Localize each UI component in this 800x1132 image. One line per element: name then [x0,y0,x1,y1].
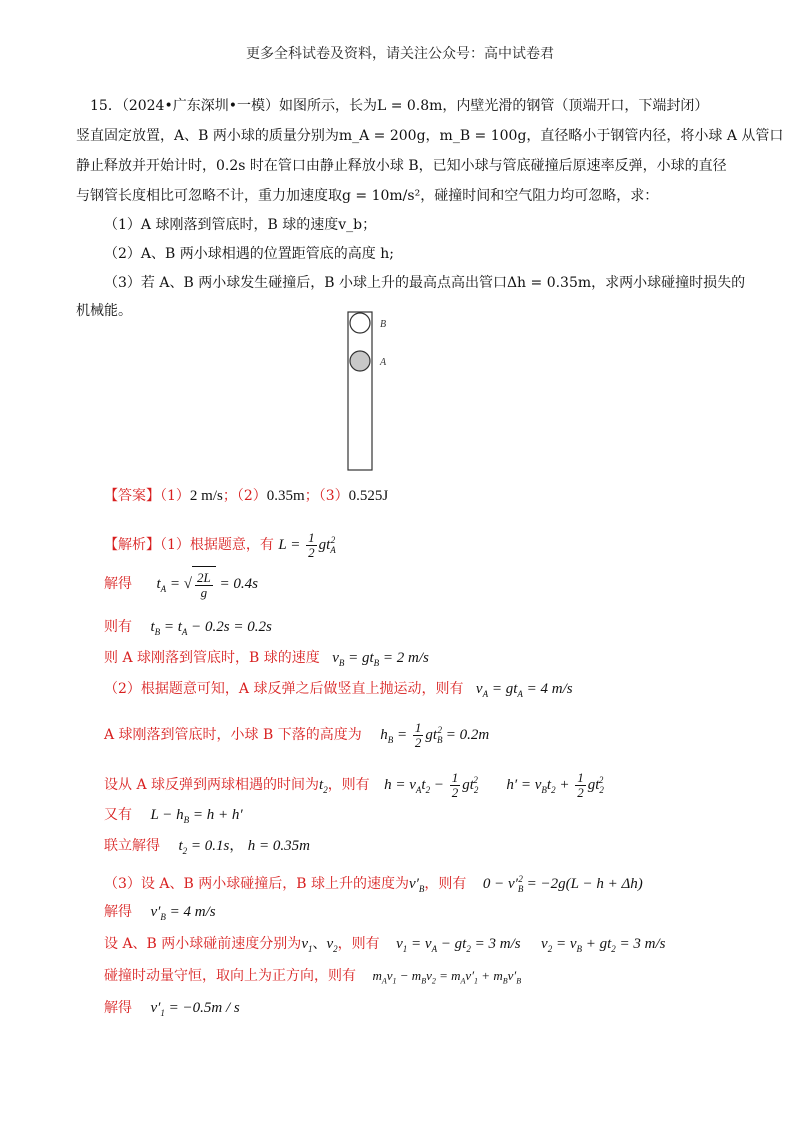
ball-b [350,313,370,333]
solution-line-8: 又有 $L - h_B = h + h'$ [104,807,243,825]
solution-line-12: 设 A、B 两小球碰前速度分别为$v_1$、$v_2$，则有 $v_1 = v_A - gt_2 = 3$ m/s $v_2 = v_B + gt_2 = 3$ m/s [104,936,666,954]
solution-line-14: 解得 $v'_1 = -0.5m / s$ [104,1000,240,1018]
question-1: （1）A 球刚落到管底时，B 球的速度v_b； [104,217,377,233]
answer-1: 2 m/s [189,488,223,504]
solution-line-4: 则 A 球刚落到管底时，B 球的速度 $v_B = gt_B = 2$ m/s [104,650,429,668]
tube-figure [345,311,405,473]
answer-3: 0.525J [348,488,389,504]
formula-h: $h = v_At_2$ − $\frac{1}{2}$ $gt_2^2$ [384,770,479,801]
solution-line-5: （2）根据题意可知，A 球反弹之后做竖直上抛运动，则有 $v_A = gt_A = 4$ m/s [104,681,573,699]
formula-tB: $t_B = t_A - 0.2s = 0.2s$ [150,619,272,637]
formula-L: L = $\frac{1}{2}$ $gt_A^2$ [278,530,336,561]
ball-a [350,351,370,371]
answer-line: 【答案】（1）2 m/s；（2）0.35m；（3）0.525J [104,488,389,504]
solution-tag: 【解析】 [104,537,160,553]
solution-line-6: A 球刚落到管底时，小球 B 下落的高度为 $h_B$ = $\frac{1}{2}$ $gt_B^2 = 0.2m$ [104,720,490,751]
label-b: B [380,319,387,330]
problem-line-2: 竖直固定放置，A、B 两小球的质量分别为m_A = 200g，m_B = 100g，直径略小于钢管内径，将小球 A 从管口 [76,128,784,144]
problem-line-1: 15．（2024•广东深圳•一模）如图所示，长为L = 0.8m，内壁光滑的钢管（顶端开口，下端封闭） [90,98,709,114]
formula-vB: $v_B = gt_B = 2$ m/s [332,650,429,668]
formula-h-prime: $h' = v_Bt_2$ + $\frac{1}{2}$ $gt_2^2$ [506,770,604,801]
solution-line-9: 联立解得 $t_2 = 0.1s$， h = 0.35m [104,838,311,856]
steel-tube [348,312,372,470]
formula-vB-prime: $v'_B = 4$ m/s [150,904,216,922]
solution-line-2: 解得 $t_A$ = √ $\frac{2L}{g}$ = 0.4s [104,566,258,602]
solution-line-7: 设从 A 球反弹到两球相遇的时间为$t_2$，则有 $h = v_At_2$ − $\frac{1}{2}$ $gt_2^2$ $h' = v_Bt_2$ + $\frac{1}{2}$ $gt_2^2$ [104,770,604,801]
formula-v2: $v_2 = v_B + gt_2 = 3$ m/s [541,936,666,954]
problem-line-3: 静止释放并开始计时，0.2s 时在管口由静止释放小球 B，已知小球与管底碰撞后原速率反弹，小球的直径 [76,158,727,174]
formula-h-value: h = 0.35m [247,838,311,854]
solution-line-10: （3）设 A、B 两小球碰撞后，B 球上升的速度为$v'_B$，则有 $0 - v'_B^2 = -2g(L - h + \Delta h)$ [104,874,643,894]
formula-sum: $L - h_B = h + h'$ [150,807,243,825]
formula-v1: $v_1 = v_A - gt_2 = 3$ m/s [396,936,521,954]
question-3-cont: 机械能。 [76,303,132,319]
solution-line-1: 【解析】（1）根据题意，有 L = $\frac{1}{2}$ $gt_A^2$ [104,530,336,561]
answer-tag: 【答案】 [104,488,160,504]
question-2: （2）A、B 两小球相遇的位置距管底的高度 h; [104,246,394,262]
formula-v1-prime: $v'_1 = -0.5m / s$ [150,1000,240,1018]
answer-2: 0.35m [266,488,305,504]
question-3: （3）若 A、B 两小球发生碰撞后，B 小球上升的最高点高出管口Δh = 0.35m，求两小球碰撞时损失的 [104,275,746,291]
formula-momentum: $m_Av_1 - m_Bv_2 = m_Av'_1 + m_Bv'_B$ [372,968,522,986]
label-a: A [380,357,387,368]
solution-line-11: 解得 $v'_B = 4$ m/s [104,904,216,922]
formula-energy: $0 - v'_B^2 = -2g(L - h + \Delta h)$ [482,874,643,894]
formula-t2: $t_2 = 0.1s$ [178,838,230,856]
solution-line-3: 则有 $t_B = t_A - 0.2s = 0.2s$ [104,619,272,637]
formula-vA: $v_A = gt_A = 4$ m/s [475,681,573,699]
formula-hB: $h_B$ = $\frac{1}{2}$ $gt_B^2 = 0.2m$ [380,720,490,751]
solution-line-13: 碰撞时动量守恒，取向上为正方向，则有 $m_Av_1 - m_Bv_2 = m_Av'_1 + m_Bv'_B$ [104,968,522,986]
page-header: 更多全科试卷及资料，请关注公众号：高中试卷君 [246,46,554,62]
problem-line-4: 与钢管长度相比可忽略不计，重力加速度取g = 10m/s²，碰撞时间和空气阻力均可忽略，求： [76,188,659,204]
formula-tA: $t_A$ = √ $\frac{2L}{g}$ = 0.4s [156,576,257,592]
